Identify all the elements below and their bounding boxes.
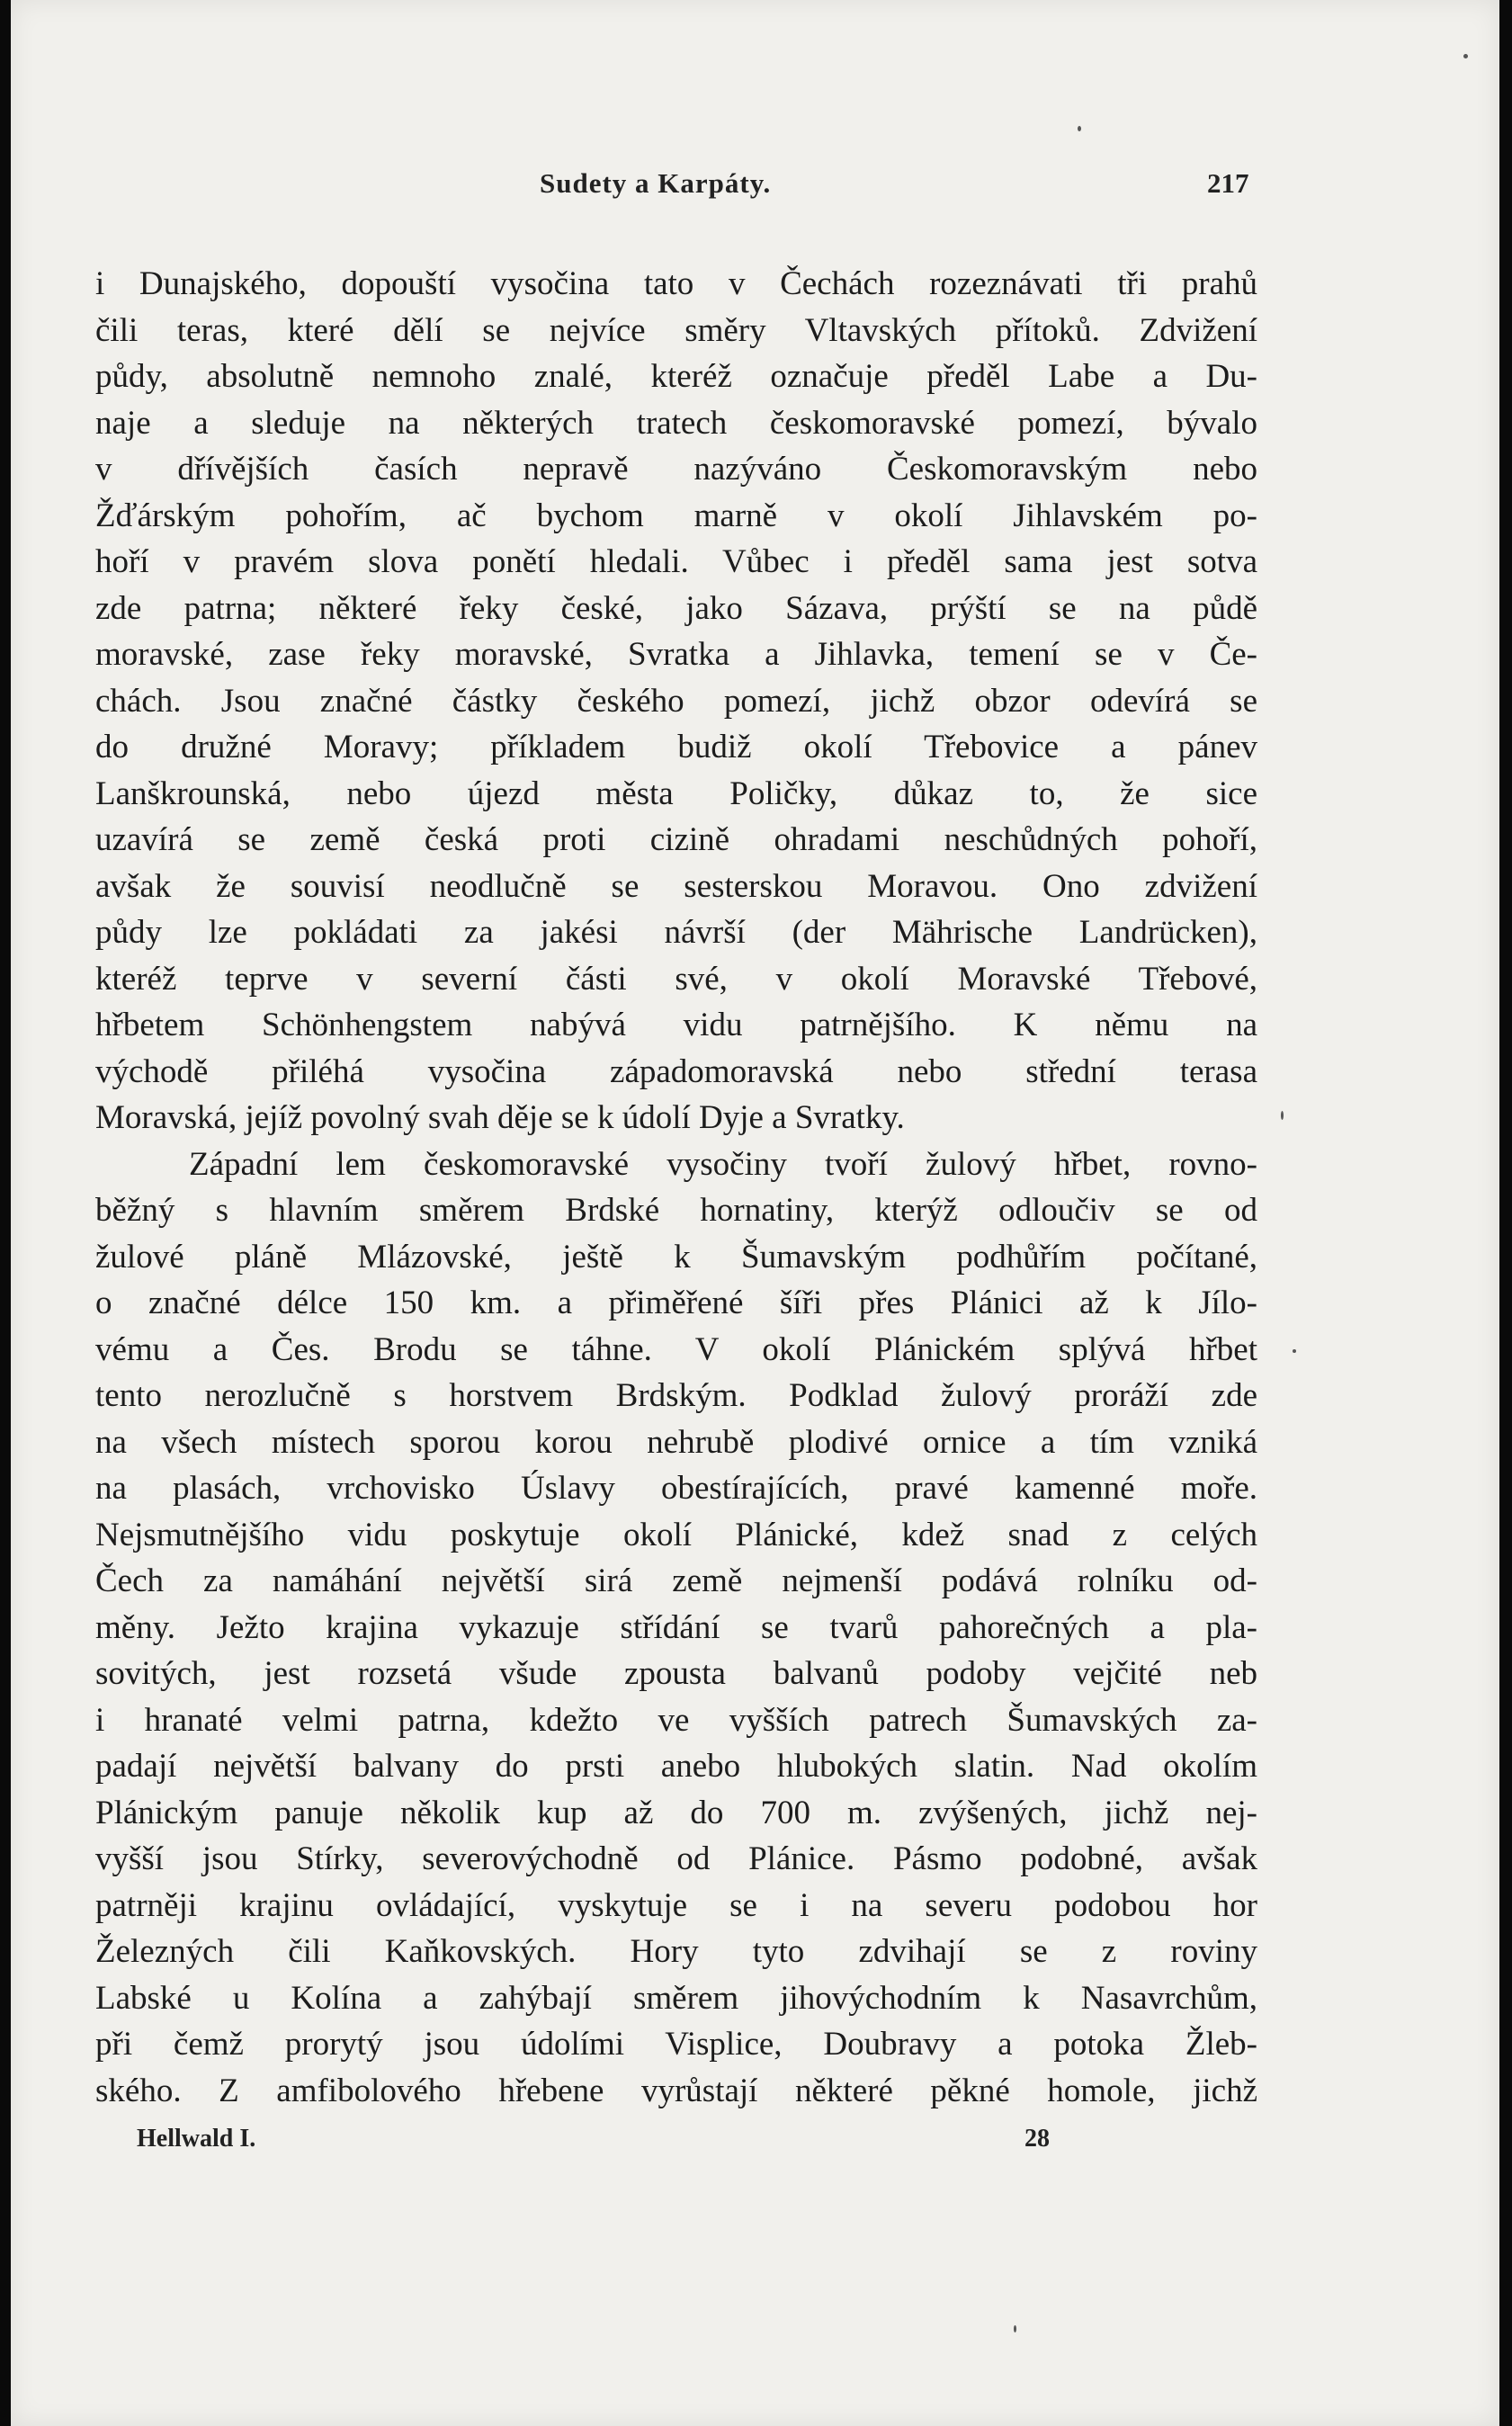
text-line: vému a Čes. Brodu se táhne. V okolí Plánickém splývá hřbet xyxy=(95,1330,1257,1368)
text-line: Plánickým panuje několik kup až do 700 m. zvýšených, jichž nej- xyxy=(95,1794,1257,1831)
page-number: 217 xyxy=(1207,167,1249,199)
text-line: čili teras, které dělí se nejvíce směry Vltavských přítoků. Zdvižení xyxy=(95,311,1257,349)
text-line: ského. Z amfibolového hřebene vyrůstají některé pěkné homole, jichž xyxy=(95,2072,1257,2109)
text-line: o značné délce 150 km. a přiměřené šíři přes Plánici až k Jílo- xyxy=(95,1285,1257,1321)
text-line: padají největší balvany do prsti anebo hlubokých slatin. Nad okolím xyxy=(95,1748,1257,1785)
text-line: žulové pláně Mlázovské, ještě k Šumavským podhůřím počítané, xyxy=(95,1238,1257,1276)
scan-speck xyxy=(1281,1111,1284,1120)
text-line: při čemž prorytý jsou údolími Visplice, Doubravy a potoka Žleb- xyxy=(95,2026,1257,2063)
text-line: tento nerozlučně s horstvem Brdským. Podklad žulový proráží zde xyxy=(95,1377,1257,1414)
text-line: i hranaté velmi patrna, kdežto ve vyšších patrech Šumavských za- xyxy=(95,1701,1257,1739)
text-line: Labské u Kolína a zahýbají směrem jihovýchodním k Nasavrchům, xyxy=(95,1979,1257,2017)
scan-speck xyxy=(1014,2325,1016,2332)
text-line: Čech za namáhání největší sirá země nejmenší podává rolníku od- xyxy=(95,1562,1257,1599)
text-line: do družné Moravy; příkladem budiž okolí Třebovice a pánev xyxy=(95,729,1257,765)
scan-speck xyxy=(1463,54,1468,58)
scan-speck xyxy=(1078,126,1081,131)
text-line: sovitých, jest rozsetá všude zpousta balvanů podoby vejčité neb xyxy=(95,1655,1257,1692)
scan-speck xyxy=(1293,1349,1296,1353)
signature-mark: Hellwald I. xyxy=(137,2125,256,2153)
text-line: hřbetem Schönhengstem nabývá vidu patrnějšího. K němu na xyxy=(95,1007,1257,1043)
text-line: hoří v pravém slova ponětí hledali. Vůbec i předěl sama jest sotva xyxy=(95,543,1257,580)
text-line: Nejsmutnějšího vidu poskytuje okolí Plánické, kdež snad z celých xyxy=(95,1516,1257,1553)
text-line: půdy, absolutně nemnoho znalé, kteréž označuje předěl Labe a Du- xyxy=(95,358,1257,395)
text-line: i Dunajského, dopouští vysočina tato v Čechách rozeznávati tři prahů xyxy=(95,265,1257,302)
book-page xyxy=(11,0,1499,2426)
text-line: měny. Ježto krajina vykazuje střídání se tvarů pahorečných a pla- xyxy=(95,1608,1257,1646)
text-line: v dřívějších časích nepravě nazýváno Českomoravským nebo xyxy=(95,451,1257,488)
text-line: naje a sleduje na některých tratech českomoravské pomezí, bývalo xyxy=(95,404,1257,442)
text-line: kteréž teprve v severní části své, v okolí Moravské Třebové, xyxy=(95,960,1257,998)
text-line: půdy lze pokládati za jakési návrší (der Mährische Landrücken), xyxy=(95,914,1257,951)
sheet-number: 28 xyxy=(1024,2125,1050,2153)
running-title: Sudety a Karpáty. xyxy=(540,167,772,199)
text-line-paragraph-start: Západní lem českomoravské vysočiny tvoří žulový hřbet, rovno- xyxy=(189,1145,1257,1183)
text-line: Lanškrounská, nebo újezd města Poličky, důkaz to, že sice xyxy=(95,774,1257,812)
text-line: chách. Jsou značné částky českého pomezí, jichž obzor odevírá se xyxy=(95,682,1257,720)
page-header xyxy=(11,167,1499,212)
text-line: avšak že souvisí neodlučně se sesterskou Moravou. Ono zdvižení xyxy=(95,867,1257,905)
text-line: zde patrna; některé řeky české, jako Sázava, prýští se na půdě xyxy=(95,589,1257,627)
text-line: moravské, zase řeky moravské, Svratka a Jihlavka, temení se v Če- xyxy=(95,636,1257,673)
body-text xyxy=(95,261,1257,2114)
text-line: uzavírá se země česká proti cizině ohradami neschůdných pohoří, xyxy=(95,821,1257,858)
text-line: východě přiléhá vysočina západomoravská nebo střední terasa xyxy=(95,1052,1257,1090)
text-line: běžný s hlavním směrem Brdské hornatiny, kterýž odloučiv se od xyxy=(95,1192,1257,1229)
text-line-paragraph-end: Moravská, jejíž povolný svah děje se k údolí Dyje a Svratky. xyxy=(95,1099,905,1136)
text-line: na všech místech sporou korou nehrubě plodivé ornice a tím vzniká xyxy=(95,1423,1257,1461)
text-line: na plasách, vrchovisko Úslavy obestírajících, pravé kamenné moře. xyxy=(95,1470,1257,1507)
text-line: vyšší jsou Stírky, severovýchodně od Plánice. Pásmo podobné, avšak xyxy=(95,1840,1257,1877)
text-line: Železných čili Kaňkovských. Hory tyto zdvihají se z roviny xyxy=(95,1933,1257,1970)
text-line: Žďárským pohořím, ač bychom marně v okolí Jihlavském po- xyxy=(95,497,1257,534)
text-line: patrněji krajinu ovládající, vyskytuje se i na severu podobou hor xyxy=(95,1886,1257,1924)
